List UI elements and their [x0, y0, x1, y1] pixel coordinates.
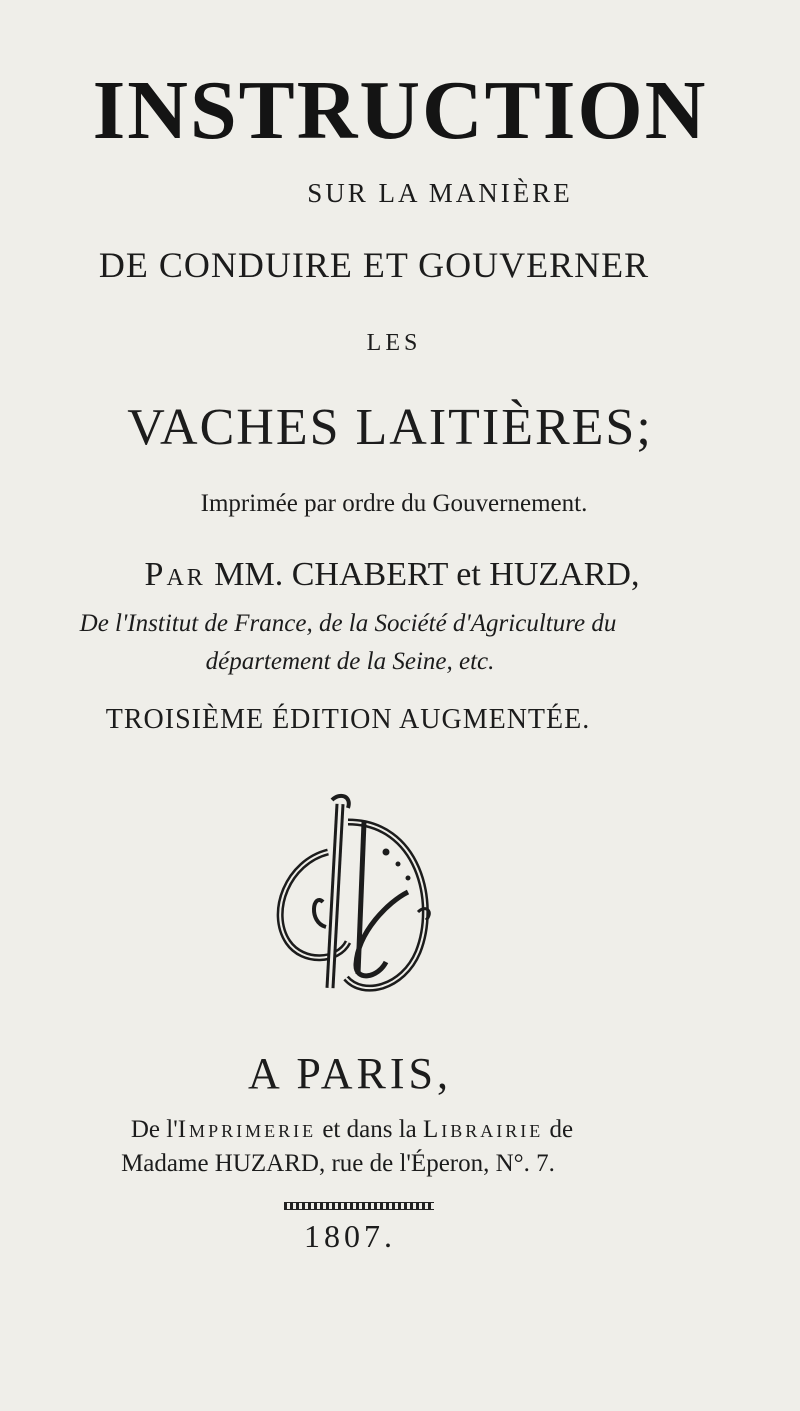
publication-year: 1807. [304, 1218, 396, 1254]
imprint-note: Imprimée par ordre du Gouvernement. [200, 490, 588, 517]
title-main: INSTRUCTION [92, 64, 708, 157]
publisher-prefix: De l' [130, 1116, 178, 1143]
author-names: MM. CHABERT et HUZARD, [214, 556, 640, 593]
decorative-rule [284, 1202, 434, 1210]
title-sub-line-1: SUR LA MANIÈRE [307, 178, 573, 208]
publisher-line-2: Madame HUZARD, rue de l'Éperon, N°. 7. [121, 1150, 555, 1177]
institution-line-1: De l'Institut de France, de la Société d'Agriculture du [79, 610, 617, 637]
par-label: Par [144, 556, 206, 593]
ornamental-monogram-icon [268, 792, 438, 998]
authors-line [0, 556, 792, 594]
institution-line-2: département de la Seine, etc. [205, 648, 495, 675]
publisher-imprimerie: Imprimerie [177, 1116, 317, 1143]
title-vaches: VACHES LAITIÈRES; [127, 399, 653, 456]
publisher-mid: et dans la [316, 1116, 423, 1143]
publisher-line-1 [0, 1116, 752, 1144]
edition-line: TROISIÈME ÉDITION AUGMENTÉE. [105, 704, 591, 735]
publisher-librairie: Librairie [423, 1116, 544, 1143]
publisher-city: A PARIS, [247, 1049, 453, 1098]
title-sub-line-2: DE CONDUIRE ET GOUVERNER [98, 245, 650, 285]
title-les: LES [366, 330, 422, 356]
publisher-suffix: de [543, 1116, 574, 1143]
